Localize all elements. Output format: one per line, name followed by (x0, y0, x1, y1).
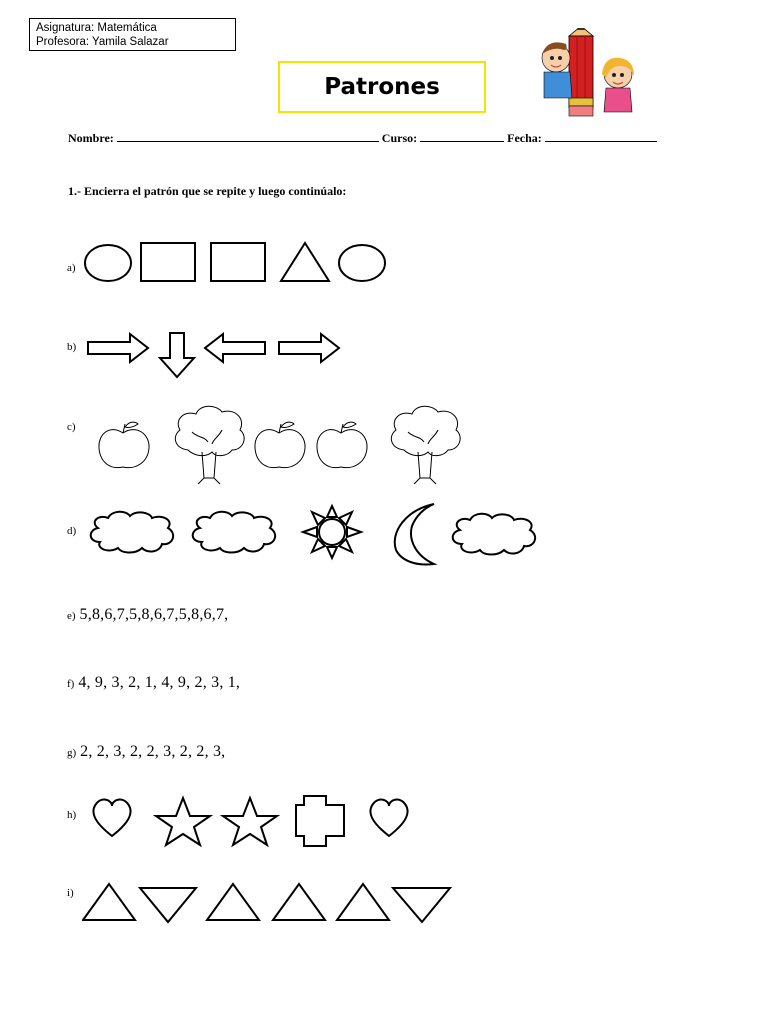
triangle-down-icon (393, 888, 450, 922)
triangle-up-icon (207, 884, 259, 920)
row-label-c: c) (67, 421, 76, 433)
arrow-left-icon (205, 334, 265, 362)
circle-icon (339, 245, 385, 281)
row-e (67, 606, 228, 624)
student-form-line (68, 131, 708, 146)
row-f (67, 674, 240, 692)
cross-icon (296, 796, 344, 846)
cloud-icon (91, 512, 173, 553)
star-icon (223, 798, 277, 845)
star-icon (156, 798, 210, 845)
row-c-shapes (92, 402, 472, 488)
subject-text: Asignatura: Matemática (36, 22, 157, 34)
tree-icon (391, 406, 460, 484)
row-label-f: f) (67, 678, 75, 690)
sequence-f: 4, 9, 3, 2, 1, 4, 9, 2, 3, 1, (78, 674, 241, 691)
kids-pencil-illustration (534, 28, 644, 120)
heart-icon (370, 800, 407, 836)
row-d-shapes (86, 502, 542, 568)
row-label-d: d) (67, 525, 77, 537)
row-b-shapes (85, 330, 350, 380)
exercise-instruction: 1.- Encierra el patrón que se repite y luego continúalo: (68, 184, 347, 198)
row-label-g: g) (67, 747, 77, 759)
apple-icon (317, 422, 367, 468)
sequence-e: 5,8,6,7,5,8,6,7,5,8,6,7, (79, 606, 229, 623)
triangle-up-icon (83, 884, 135, 920)
arrow-right-icon (88, 334, 148, 362)
row-label-a: a) (67, 262, 76, 274)
row-label-i: i) (67, 887, 74, 899)
teacher-text: Profesora: Yamila Salazar (36, 36, 169, 48)
page-title: Patrones (278, 61, 486, 113)
header-info-box (29, 18, 236, 51)
arrow-down-icon (160, 333, 194, 377)
sun-icon (303, 506, 361, 558)
tree-icon (175, 406, 244, 484)
moon-icon (395, 504, 434, 564)
apple-icon (99, 422, 149, 468)
square-icon (141, 243, 195, 281)
date-field[interactable] (545, 131, 657, 142)
sequence-g: 2, 2, 3, 2, 2, 3, 2, 2, 3, (80, 743, 226, 760)
row-g (67, 743, 225, 761)
triangle-down-icon (140, 888, 196, 922)
triangle-up-icon (273, 884, 325, 920)
name-field[interactable] (117, 131, 379, 142)
row-label-h: h) (67, 809, 77, 821)
circle-icon (85, 245, 131, 281)
cloud-icon (193, 512, 275, 553)
row-i-shapes (82, 880, 454, 928)
heart-icon (93, 800, 130, 836)
row-label-b: b) (67, 341, 77, 353)
arrow-right-icon (279, 334, 339, 362)
triangle-icon (281, 243, 329, 281)
cloud-icon (453, 514, 535, 555)
apple-icon (255, 422, 305, 468)
row-h-shapes (88, 792, 418, 850)
row-label-e: e) (67, 610, 76, 622)
date-label: Fecha: (507, 131, 542, 145)
course-label: Curso: (381, 131, 418, 145)
row-a-shapes (80, 238, 400, 288)
course-field[interactable] (420, 131, 504, 142)
square-icon (211, 243, 265, 281)
triangle-up-icon (337, 884, 389, 920)
name-label: Nombre: (68, 131, 114, 145)
